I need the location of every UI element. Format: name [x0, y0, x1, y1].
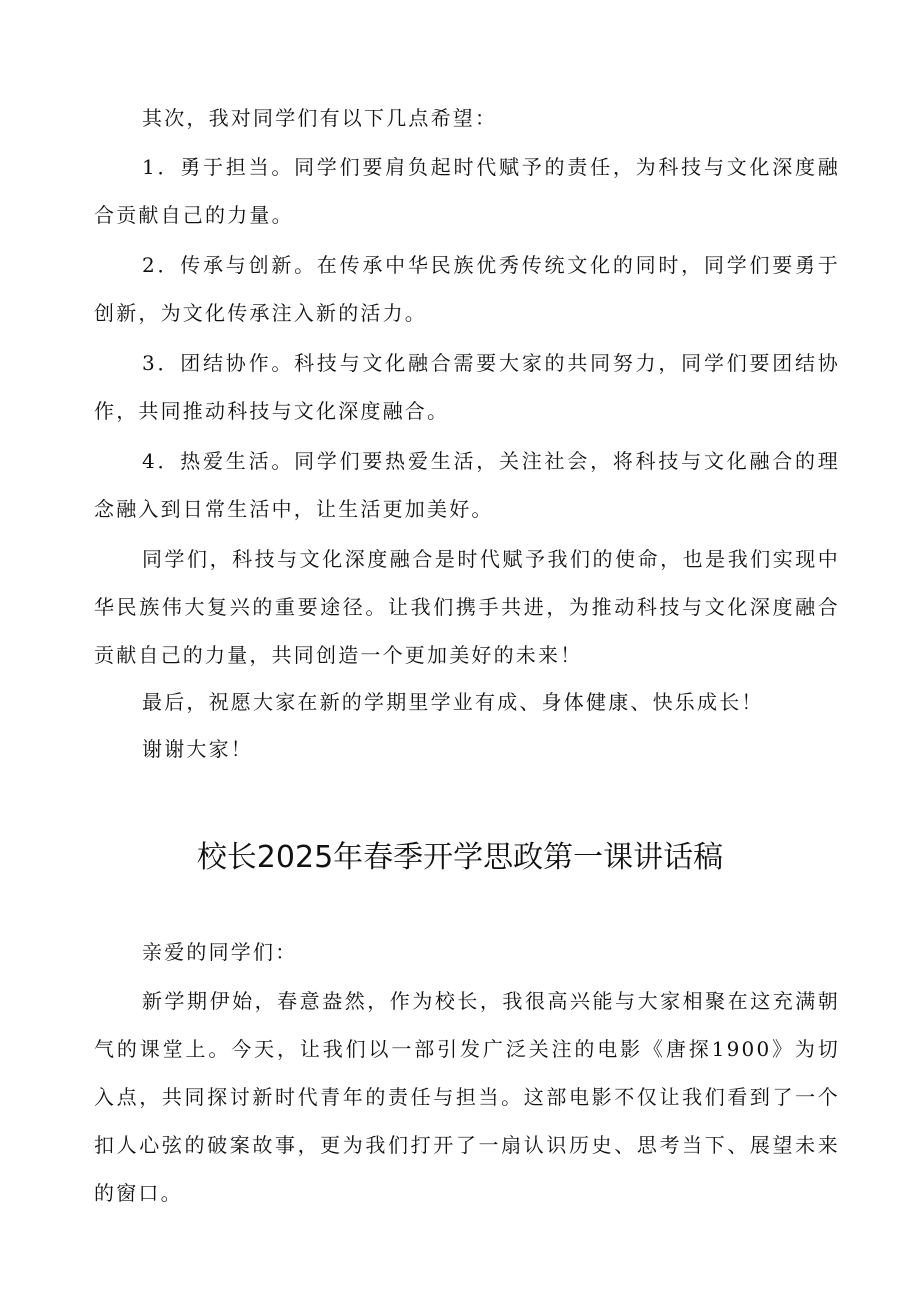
hope-point-4: 4．热爱生活。同学们要热爱生活，关注社会，将科技与文化融合的理念融入到日常生活中，让生活更加美好。 — [94, 449, 840, 521]
opening-body-paragraph: 新学期伊始，春意盎然，作为校长，我很高兴能与大家相聚在这充满朝气的课堂上。今天，让我们以一部引发广泛关注的电影《唐探1900》为切入点，共同探讨新时代青年的责任与担当。这部电影不仅让我们看到了一个扣人心弦的破案故事，更为我们打开了一扇认识历史、思考当下、展望未来的窗口。 — [94, 989, 840, 1205]
hope-point-1: 1．勇于担当。同学们要肩负起时代赋予的责任，为科技与文化深度融合贡献自己的力量。 — [94, 155, 840, 227]
hope-point-2: 2．传承与创新。在传承中华民族优秀传统文化的同时，同学们要勇于创新，为文化传承注入新的活力。 — [94, 253, 840, 325]
thanks-paragraph: 谢谢大家！ — [142, 737, 253, 761]
speech-title: 校长2025年春季开学思政第一课讲话稿 — [196, 840, 724, 875]
wishes-paragraph: 最后，祝愿大家在新的学期里学业有成、身体健康、快乐成长！ — [142, 690, 764, 714]
hope-point-3: 3．团结协作。科技与文化融合需要大家的共同努力，同学们要团结协作，共同推动科技与文化深度融合。 — [94, 351, 840, 423]
greeting-paragraph: 亲爱的同学们： — [142, 940, 298, 964]
conclusion-paragraph: 同学们，科技与文化深度融合是时代赋予我们的使命，也是我们实现中华民族伟大复兴的重要途径。让我们携手共进，为推动科技与文化深度融合贡献自己的力量，共同创造一个更加美好的未来！ — [94, 547, 840, 667]
hopes-intro-paragraph: 其次，我对同学们有以下几点希望： — [142, 106, 498, 130]
